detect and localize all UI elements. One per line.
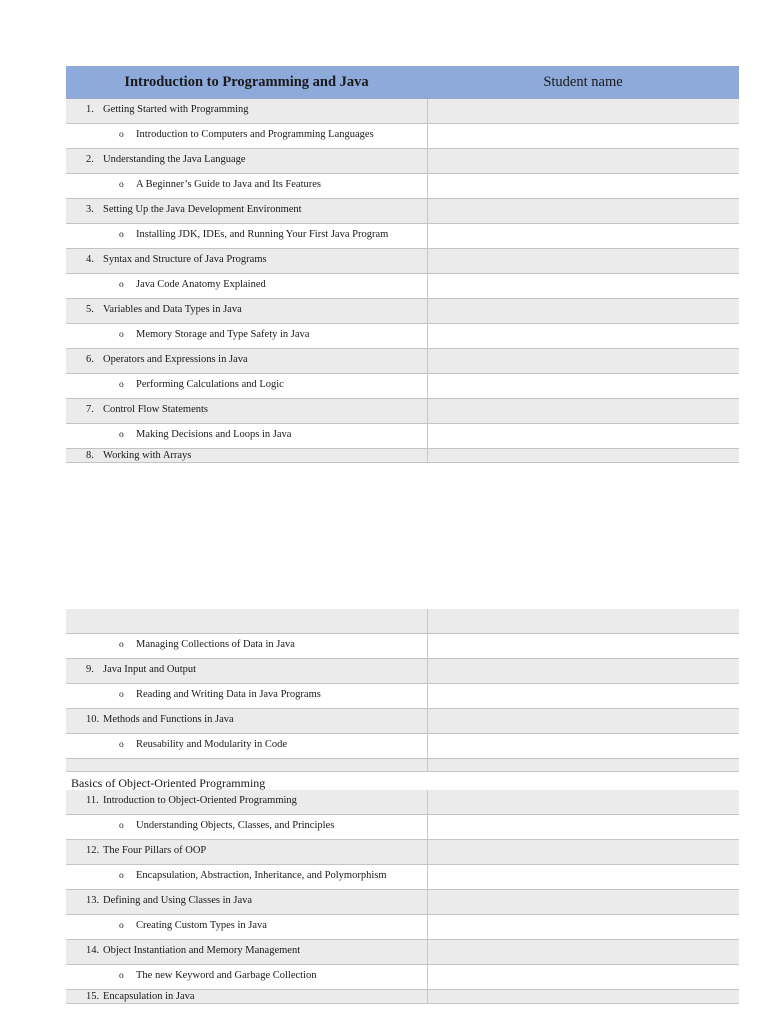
table-row xyxy=(66,709,739,734)
column-divider xyxy=(427,709,428,733)
table-row xyxy=(66,815,739,840)
item-number: 13. xyxy=(86,895,100,906)
subtopic-label: Creating Custom Types in Java xyxy=(136,920,267,931)
subtopic-label: Java Code Anatomy Explained xyxy=(136,279,266,290)
item-number: 15. xyxy=(86,991,100,1002)
column-divider xyxy=(427,349,428,373)
curriculum-table-middle xyxy=(66,609,739,772)
column-divider xyxy=(427,609,428,633)
subtopic-label: Reading and Writing Data in Java Programs xyxy=(136,689,321,700)
table-row xyxy=(66,199,739,224)
bullet-icon: o xyxy=(119,921,124,931)
item-number: 11. xyxy=(86,795,99,806)
table-row xyxy=(66,734,739,759)
bullet-icon: o xyxy=(119,130,124,140)
bullet-icon: o xyxy=(119,180,124,190)
table-row xyxy=(66,174,739,199)
column-divider xyxy=(427,790,428,814)
table-row xyxy=(66,424,739,449)
topic-rows xyxy=(66,790,739,1004)
table-row xyxy=(66,609,739,634)
curriculum-table-top xyxy=(66,66,739,463)
item-number: 2. xyxy=(86,154,94,165)
column-divider xyxy=(427,734,428,758)
topic-label: Defining and Using Classes in Java xyxy=(103,895,253,906)
table-row xyxy=(66,449,739,463)
subtopic-label: Installing JDK, IDEs, and Running Your First Java Program xyxy=(136,229,389,240)
bullet-icon: o xyxy=(119,280,124,290)
bullet-icon: o xyxy=(119,330,124,340)
table-row xyxy=(66,865,739,890)
item-number: 7. xyxy=(86,404,94,415)
bullet-icon: o xyxy=(119,821,124,831)
curriculum-table-bottom xyxy=(66,790,739,1004)
table-row xyxy=(66,965,739,990)
column-divider xyxy=(427,990,428,1003)
column-divider xyxy=(427,684,428,708)
table-row xyxy=(66,224,739,249)
item-number: 6. xyxy=(86,354,94,365)
topic-label: Object Instantiation and Memory Management xyxy=(103,945,301,956)
column-divider xyxy=(427,424,428,448)
column-divider xyxy=(427,99,428,123)
topic-label: Java Input and Output xyxy=(103,664,197,675)
column-divider xyxy=(427,449,428,462)
topic-label: Encapsulation in Java xyxy=(103,991,195,1002)
table-row xyxy=(66,940,739,965)
item-number: 12. xyxy=(86,845,100,856)
topic-label: Understanding the Java Language xyxy=(103,154,246,165)
table-row xyxy=(66,99,739,124)
topic-label: Working with Arrays xyxy=(103,450,192,461)
subtopic-label: Reusability and Modularity in Code xyxy=(136,739,288,750)
column-divider xyxy=(427,249,428,273)
topic-label: Operators and Expressions in Java xyxy=(103,354,248,365)
table-header xyxy=(66,66,739,99)
subtopic-label: Encapsulation, Abstraction, Inheritance, and Polymorphism xyxy=(136,870,387,881)
subtopic-label: Understanding Objects, Classes, and Principles xyxy=(136,820,335,831)
item-number: 3. xyxy=(86,204,94,215)
topic-label: Getting Started with Programming xyxy=(103,104,249,115)
table-row xyxy=(66,399,739,424)
column-divider xyxy=(427,174,428,198)
subtopic-label: Making Decisions and Loops in Java xyxy=(136,429,292,440)
subtopic-label: The new Keyword and Garbage Collection xyxy=(136,970,317,981)
table-row xyxy=(66,124,739,149)
table-row xyxy=(66,634,739,659)
topic-label: Control Flow Statements xyxy=(103,404,208,415)
column-divider xyxy=(427,149,428,173)
item-number: 9. xyxy=(86,664,94,675)
bullet-icon: o xyxy=(119,690,124,700)
column-divider xyxy=(427,759,428,771)
topic-label: The Four Pillars of OOP xyxy=(103,845,207,856)
item-number: 4. xyxy=(86,254,94,265)
column-divider xyxy=(427,399,428,423)
column-divider xyxy=(427,199,428,223)
student-name-header: Student name xyxy=(543,73,623,90)
bullet-icon: o xyxy=(119,871,124,881)
bullet-icon: o xyxy=(119,971,124,981)
table-row xyxy=(66,840,739,865)
column-divider xyxy=(427,840,428,864)
table-row xyxy=(66,374,739,399)
item-number: 5. xyxy=(86,304,94,315)
table-row xyxy=(66,274,739,299)
bullet-icon: o xyxy=(119,640,124,650)
topic-rows xyxy=(66,609,739,759)
table-row xyxy=(66,890,739,915)
subtopic-label: Introduction to Computers and Programming Languages xyxy=(136,129,374,140)
item-number: 10. xyxy=(86,714,100,725)
column-divider xyxy=(427,865,428,889)
topic-label: Variables and Data Types in Java xyxy=(103,304,242,315)
topic-label: Introduction to Object-Oriented Programming xyxy=(103,795,297,806)
column-divider xyxy=(427,224,428,248)
subtopic-label: Managing Collections of Data in Java xyxy=(136,639,295,650)
topic-label: Setting Up the Java Development Environment xyxy=(103,204,302,215)
column-divider xyxy=(427,274,428,298)
table-row xyxy=(66,915,739,940)
topic-rows xyxy=(66,99,739,463)
course-title: Introduction to Programming and Java xyxy=(124,73,369,90)
column-divider xyxy=(427,324,428,348)
bullet-icon: o xyxy=(119,430,124,440)
column-divider xyxy=(427,915,428,939)
bullet-icon: o xyxy=(119,380,124,390)
table-row xyxy=(66,149,739,174)
item-number: 1. xyxy=(86,104,94,115)
column-divider xyxy=(427,659,428,683)
topic-label: Methods and Functions in Java xyxy=(103,714,234,725)
item-number: 14. xyxy=(86,945,100,956)
bullet-icon: o xyxy=(119,740,124,750)
subtopic-label: Memory Storage and Type Safety in Java xyxy=(136,329,310,340)
table-row xyxy=(66,759,739,772)
column-divider xyxy=(427,124,428,148)
table-row xyxy=(66,790,739,815)
table-row xyxy=(66,299,739,324)
section-title: Basics of Object-Oriented Programming xyxy=(71,776,266,790)
table-row xyxy=(66,324,739,349)
column-divider xyxy=(427,634,428,658)
column-divider xyxy=(427,299,428,323)
topic-label: Syntax and Structure of Java Programs xyxy=(103,254,267,265)
subtopic-label: Performing Calculations and Logic xyxy=(136,379,284,390)
table-row xyxy=(66,659,739,684)
item-number: 8. xyxy=(86,450,94,461)
bullet-icon: o xyxy=(119,230,124,240)
column-divider xyxy=(427,965,428,989)
table-row xyxy=(66,684,739,709)
table-row xyxy=(66,349,739,374)
column-divider xyxy=(427,890,428,914)
table-row xyxy=(66,990,739,1004)
column-divider xyxy=(427,374,428,398)
subtopic-label: A Beginner’s Guide to Java and Its Features xyxy=(136,179,321,190)
column-divider xyxy=(427,815,428,839)
table-row xyxy=(66,249,739,274)
column-divider xyxy=(427,940,428,964)
